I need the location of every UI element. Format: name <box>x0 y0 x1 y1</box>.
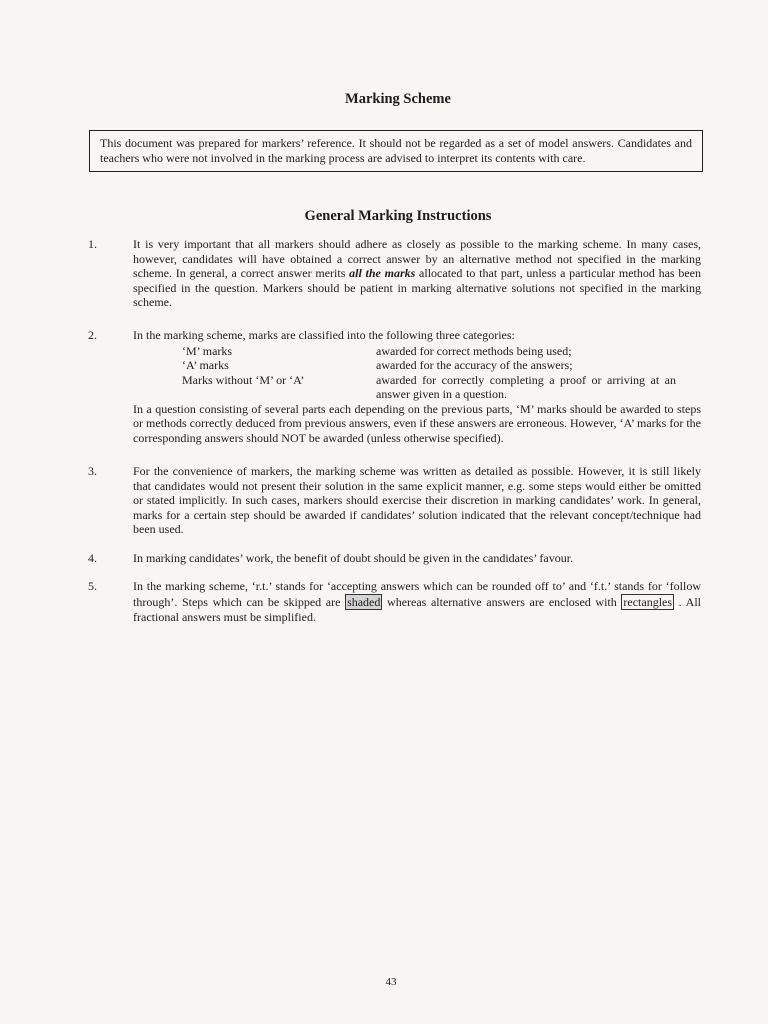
instruction-item-3: For the convenience of markers, the marking scheme was written as detailed as possible. However, it is still likely that candidates would not present their solution in the same explicit manner, e.g. some steps would either be omitted or stated implicitly. In such cases, markers should exercise their discretion in marking candidates’ work. In general, marks for a certain step should be awarded if candidates’ solution indicated that the relevant concept/technique had been used. <box>133 464 701 536</box>
item-text: . All fractional answers must be simplified. <box>133 594 701 624</box>
category-description: awarded for correct methods being used; <box>376 343 572 358</box>
category-row <box>182 373 676 402</box>
page-title: Marking Scheme <box>345 91 451 107</box>
item-number: 4. <box>88 551 97 565</box>
instruction-item-5 <box>133 579 701 626</box>
section-title: General Marking Instructions <box>304 208 492 224</box>
page-number: 43 <box>385 976 397 988</box>
emphasis-text: all the marks <box>349 266 416 280</box>
item-number: 2. <box>88 328 97 342</box>
item-number: 5. <box>88 579 97 593</box>
item-text: In the marking scheme, ‘r.t.’ stands for ‘accepting answers which can be rounded off to’ and ‘f.t.’ stands for ‘follow through’. Steps which can be skipped are <box>133 579 701 609</box>
item-text: allocated to that part, unless a particular method has been specified in the question. Markers should be patient in marking alternative solutions not specified in the marking scheme. <box>133 266 701 309</box>
item-outro: In a question consisting of several parts each depending on the previous parts, ‘M’ marks should be awarded to steps or methods correctly deduced from previous answers, even if these answers are erroneous. However, ‘A’ marks for the corresponding answers should NOT be awarded (unless otherwise specified). <box>133 401 701 445</box>
instruction-item-2 <box>133 328 701 445</box>
item-number: 1. <box>88 237 97 251</box>
item-text: whereas alternative answers are enclosed with <box>382 594 622 609</box>
instruction-item-1 <box>133 237 701 310</box>
item-number: 3. <box>88 464 97 478</box>
category-row <box>182 358 676 373</box>
item-text: It is very important that all markers should adhere as closely as possible to the marking scheme. In many cases, however, candidates will have obtained a correct answer by an alternative method not specified in the marking scheme. In general, a correct answer merits <box>133 237 701 280</box>
category-row <box>182 344 676 359</box>
category-description: awarded for correctly completing a proof or arriving at an answer given in a question. <box>376 372 676 401</box>
instruction-item-4: In marking candidates’ work, the benefit of doubt should be given in the candidates’ favour. <box>133 551 574 565</box>
category-name: Marks without ‘M’ or ‘A’ <box>182 372 305 387</box>
rectangle-example: rectangles <box>623 594 673 609</box>
mark-categories-table <box>182 344 676 402</box>
category-name: ‘A’ marks <box>182 358 229 372</box>
item-intro: In the marking scheme, marks are classified into the following three categories: <box>133 328 515 342</box>
category-name: ‘M’ marks <box>182 343 233 358</box>
category-description: awarded for the accuracy of the answers; <box>376 358 573 372</box>
disclaimer-box: This document was prepared for markers’ reference. It should not be regarded as a set of model answers. Candidates and teachers who were not involved in the marking process are advised to interpret its contents with care. <box>89 130 703 172</box>
shaded-example: shaded <box>347 594 381 609</box>
